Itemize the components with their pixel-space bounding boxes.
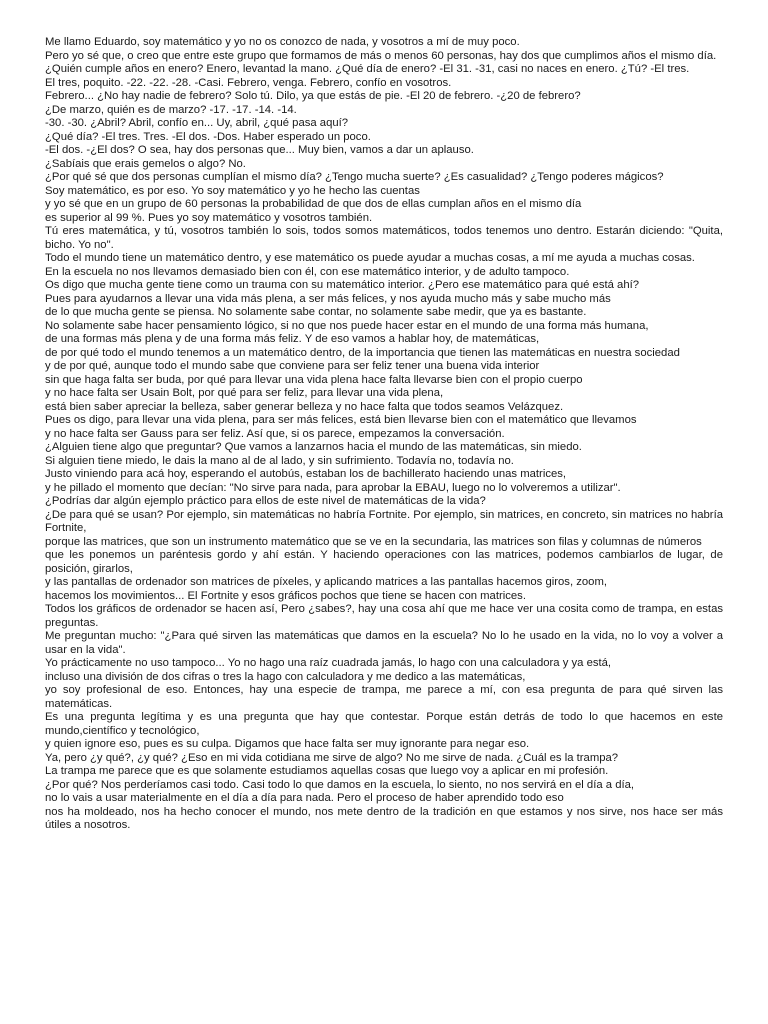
paragraph: y las pantallas de ordenador son matrices de píxeles, y aplicando matrices a las pantallas hacemos giros, zoom, (45, 576, 607, 588)
paragraph: La trampa me parece que es que solamente estudiamos aquellas cosas que luego voy a aplicar en mi profesión. (45, 765, 609, 777)
paragraph: ¿Por qué? Nos perderíamos casi todo. Casi todo lo que damos en la escuela, lo siento, no nos servirá en el día a día, (45, 778, 635, 791)
paragraph: y no hace falta ser Usain Bolt, por qué para ser feliz, para llevar una vida plena, (45, 387, 444, 399)
paragraph: ¿Podrías dar algún ejemplo práctico para ellos de este nivel de matemáticas de la vida? (45, 495, 486, 507)
paragraph: no lo vais a usar materialmente en el día a día para nada. Pero el proceso de haber aprendido todo eso (45, 792, 564, 804)
paragraph: de por qué todo el mundo tenemos a un matemático dentro, de la importancia que tienen las matemáticas en nuestra sociedad (45, 346, 680, 359)
paragraph: que les ponemos un paréntesis gordo y ahí están. Y haciendo operaciones con las matrices, podemos cambiarlos de lugar, de posición, girarlos, (45, 549, 723, 575)
paragraph: Os digo que mucha gente tiene como un trauma con su matemático interior. ¿Pero ese matemático para qué está ahí? (45, 279, 640, 291)
paragraph: Me preguntan mucho: "¿Para qué sirven las matemáticas que damos en la escuela? No lo he usado en la vida, no lo voy a volver a usar en la vida". (45, 630, 723, 656)
paragraph: y no hace falta ser Gauss para ser feliz. Así que, si os parece, empezamos la conversación. (45, 427, 505, 440)
paragraph: Me llamo Eduardo, soy matemático y yo no os conozco de nada, y vosotros a mí de muy poco. (45, 36, 520, 48)
paragraph: ¿Sabíais que erais gemelos o algo? No. (45, 157, 246, 170)
paragraph: Tú eres matemática, y tú, vosotros también lo sois, todos somos matemáticos, todos tenemos uno dentro. Estarán diciendo: "Quita, bicho. Yo no". (45, 225, 723, 251)
paragraph: y quien ignore eso, pues es su culpa. Digamos que hace falta ser muy ignorante para negar eso. (45, 738, 530, 750)
paragraph: ¿De marzo, quién es de marzo? -17. -17. -14. -14. (45, 103, 297, 116)
paragraph: Todo el mundo tiene un matemático dentro, y ese matemático os puede ayudar a muchas cosas, a mí me ayuda a muchas cosas. (45, 252, 695, 264)
paragraph: ¿Por qué sé que dos personas cumplían el mismo día? ¿Tengo mucha suerte? ¿Es casualidad? ¿Tengo poderes mágicos? (45, 171, 664, 183)
paragraph: Es una pregunta legítima y es una pregunta que hay que contestar. Porque están detrás de todo lo que hacemos en este mundo,científico y tecnológico, (45, 711, 723, 737)
paragraph: nos ha moldeado, nos ha hecho conocer el mundo, nos mete dentro de la tradición en que estamos y nos sirve, nos hace ser más útiles a nosotros. (45, 805, 723, 831)
paragraph: hacemos los movimientos... El Fortnite y esos gráficos pochos que tiene se hacen con matrices. (45, 589, 526, 602)
paragraph: -30. -30. ¿Abril? Abril, confío en... Uy, abril, ¿qué pasa aquí? (45, 117, 349, 129)
paragraph: No solamente sabe hacer pensamiento lógico, si no que nos puede hacer estar en el mundo de una forma más humana, (45, 319, 649, 332)
paragraph: de lo que mucha gente se piensa. No solamente sabe contar, no solamente sabe medir, que ya es bastante. (45, 306, 587, 318)
paragraph: Febrero... ¿No hay nadie de febrero? Solo tú. Dilo, ya que estás de pie. -El 20 de febrero. -¿20 de febrero? (45, 90, 581, 102)
paragraph: es superior al 99 %. Pues yo soy matemático y vosotros también. (45, 211, 373, 224)
paragraph: de una formas más plena y de una forma más feliz. Y de eso vamos a hablar hoy, de matemáticas, (45, 333, 540, 345)
paragraph: Ya, pero ¿y qué?, ¿y qué? ¿Eso en mi vida cotidiana me sirve de algo? No me sirve de nada. ¿Cuál es la trampa? (45, 751, 619, 764)
paragraph: El tres, poquito. -22. -22. -28. -Casi. Febrero, venga. Febrero, confío en vosotros. (45, 76, 452, 89)
paragraph: Justo viniendo para acá hoy, esperando el autobús, estaban los de bachillerato haciendo unas matrices, (45, 468, 567, 480)
paragraph: -El dos. -¿El dos? O sea, hay dos personas que... Muy bien, vamos a dar un aplauso. (45, 144, 474, 156)
paragraph: yo soy profesional de eso. Entonces, hay una especie de trampa, me parece a mí, con esa pregunta de para qué sirven las matemáticas. (45, 684, 723, 710)
paragraph: porque las matrices, que son un instrumento matemático que se ve en la secundaria, las matrices son filas y columnas de números (45, 535, 702, 548)
paragraph: y yo sé que en un grupo de 60 personas la probabilidad de que dos de ellas cumplan años en el mismo día (45, 198, 582, 210)
paragraph: Yo prácticamente no uso tampoco... Yo no hago una raíz cuadrada jamás, lo hago con una calculadora y ya está, (45, 657, 612, 669)
paragraph: Pues para ayudarnos a llevar una vida más plena, a ser más felices, y nos ayuda mucho más y sabe mucho más (45, 292, 611, 305)
paragraph: y de por qué, aunque todo el mundo sabe que conviene para ser feliz tener una buena vida interior (45, 360, 540, 372)
paragraph: En la escuela no nos llevamos demasiado bien con él, con ese matemático interior, y de adulto tampoco. (45, 265, 570, 278)
paragraph: incluso una división de dos cifras o tres la hago con calculadora y me dedico a las matemáticas, (45, 670, 526, 683)
paragraph: y he pillado el momento que decían: "No sirve para nada, para aprobar la EBAU, luego no lo volveremos a utilizar". (45, 481, 621, 494)
paragraph: ¿Qué día? -El tres. Tres. -El dos. -Dos. Haber esperado un poco. (45, 130, 371, 143)
paragraph: está bien saber apreciar la belleza, saber generar belleza y no hace falta que todos seamos Velázquez. (45, 400, 564, 413)
paragraph: ¿Quién cumple años en enero? Enero, levantad la mano. ¿Qué día de enero? -El 31. -31, casi no naces en enero. ¿Tú? -El tres. (45, 63, 690, 75)
paragraph: ¿De para qué se usan? Por ejemplo, sin matemáticas no habría Fortnite. Por ejemplo, sin matrices, en concreto, sin matrices no habría Fortnite, (45, 508, 723, 534)
paragraph: Pero yo sé que, o creo que entre este grupo que formamos de más o menos 60 personas, hay dos que cumplimos años el mismo día. (45, 49, 717, 62)
paragraph: Todos los gráficos de ordenador se hacen así, Pero ¿sabes?, hay una cosa ahí que me hace ver una cosita como de trampa, en estas preguntas. (45, 603, 723, 629)
paragraph: Soy matemático, es por eso. Yo soy matemático y yo he hecho las cuentas (45, 184, 420, 197)
paragraph: sin que haga falta ser buda, por qué para llevar una vida plena hace falta llevarse bien con el propio cuerpo (45, 373, 583, 386)
paragraph: Si alguien tiene miedo, le dais la mano al de al lado, y sin sufrimiento. Todavía no, todavía no. (45, 454, 514, 467)
paragraph: ¿Alguien tiene algo que preguntar? Que vamos a lanzarnos hacia el mundo de las matemáticas, sin miedo. (45, 441, 582, 453)
transcript-page (45, 36, 723, 833)
paragraph: Pues os digo, para llevar una vida plena, para ser más felices, está bien llevarse bien con el matemático que llevamos (45, 414, 637, 426)
